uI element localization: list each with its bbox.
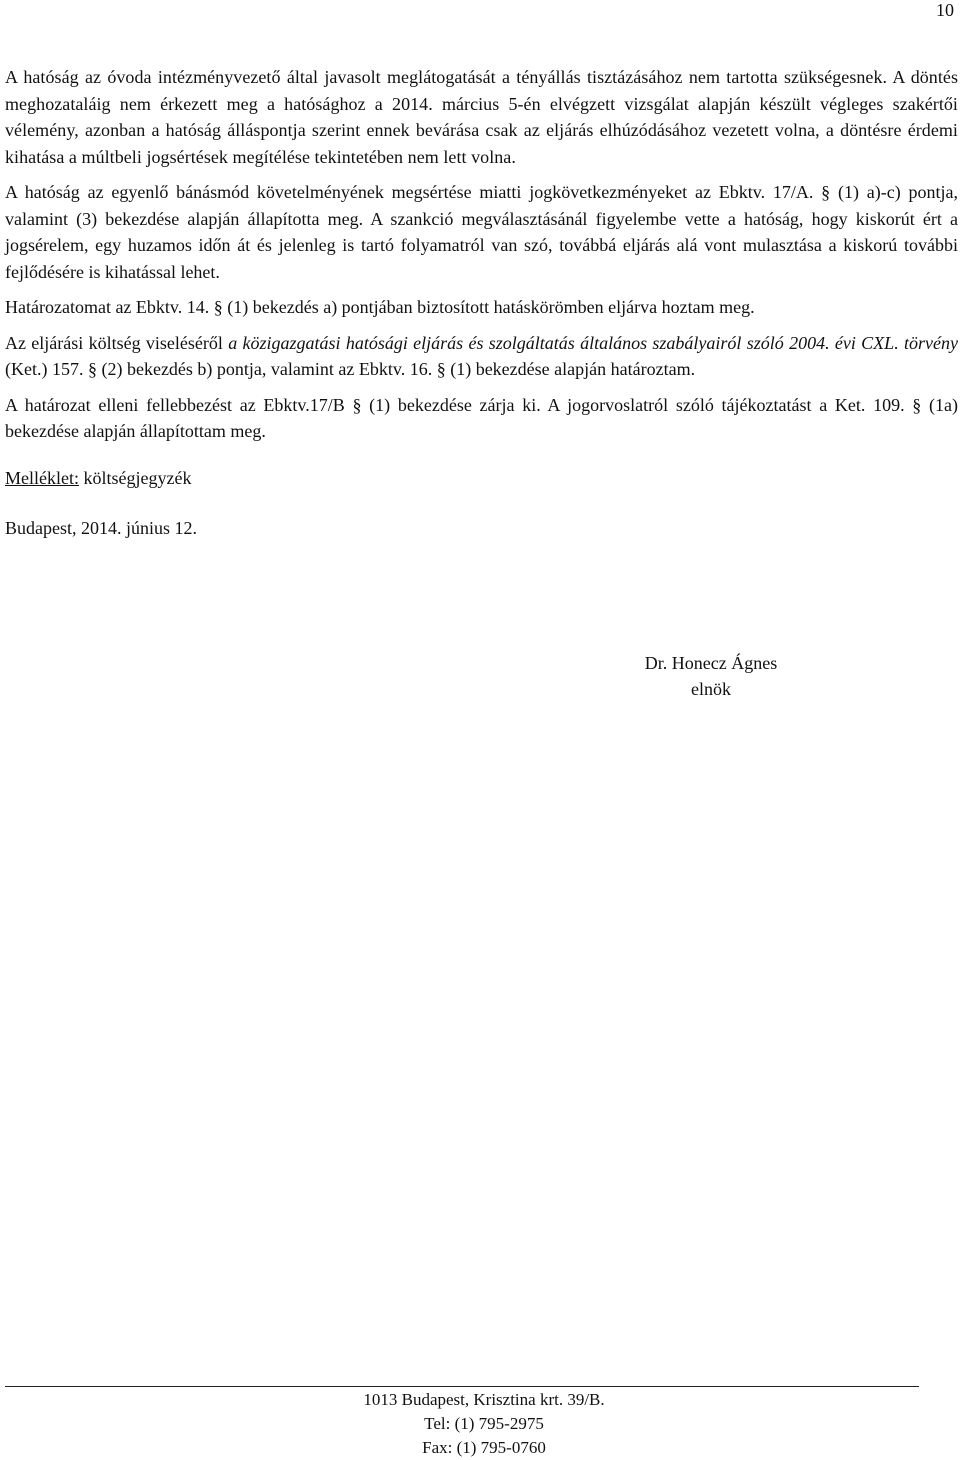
attachment-line [5,465,958,492]
footer-address: 1013 Budapest, Krisztina krt. 39/B. [363,1390,605,1409]
attachment-value: költségjegyzék [78,467,192,488]
paragraph-competence: Határozatomat az Ebktv. 14. § (1) bekezdés a) pontjában biztosított hatáskörömben eljárva hoztam meg. [5,297,755,317]
footer-divider [5,1386,919,1387]
document-body [5,64,958,542]
paragraph-appeal: A határozat elleni fellebbezést az Ebktv.17/B § (1) bekezdése zárja ki. A jogorvoslatról szóló tájékoztatást a Ket. 109. § (1a) bekezdése alapján állapítottam meg. [5,394,958,441]
footer-tel: Tel: (1) 795-2975 [424,1414,544,1433]
attachment-label: Melléklet: [5,467,79,488]
costs-text-end: (Ket.) 157. § (2) bekezdés b) pontja, valamint az Ebktv. 16. § (1) bekezdése alapján határoztam. [5,359,696,379]
footer [0,1388,960,1460]
signatory-title: elnök [691,679,731,699]
paragraph-evidence: A hatóság az óvoda intézményvezető által javasolt meglátogatását a tényállás tisztázásához nem tartotta szükségesnek. A döntés meghozataláig nem érkezett meg a hatósághoz a 2014. március 5-én elvégzett vizsgálat alapján készült végleges szakértői vélemény, azonban a hatóság álláspontja szerint ennek bevárása csak az eljárás elhúzódásához vezetett volna, a döntésre érdemi kihatása a múltbeli jogsértések megítélése tekintetében nem lett volna. [5,67,958,167]
footer-fax: Fax: (1) 795-0760 [422,1438,546,1457]
signature-block [600,650,822,702]
paragraph-sanctions: A hatóság az egyenlő bánásmód követelményének megsértése miatti jogkövetkezményeket az Ebktv. 17/A. § (1) a)-c) pontja, valamint (3) bekezdése alapján állapította meg. A szankció megválasztásánál figyelembe vette a hatóság, hogy kiskorút ért a jogsérelem, egy huzamos időn át és jelenleg is tartó folyamatról van szó, továbbá eljárás alá vont mulasztása a kiskorú további fejlődésére is kihatással lehet. [5,182,958,282]
law-title-italic: a közigazgatási hatósági eljárás és szolgáltatás általános szabályairól szóló 2004. évi CXL. törvény [228,332,958,353]
place-and-date: Budapest, 2014. június 12. [5,518,197,538]
costs-text-start: Az eljárási költség viseléséről [5,332,229,353]
page-number: 10 [936,0,954,20]
signatory-name: Dr. Honecz Ágnes [644,653,778,673]
paragraph-costs [5,330,958,383]
